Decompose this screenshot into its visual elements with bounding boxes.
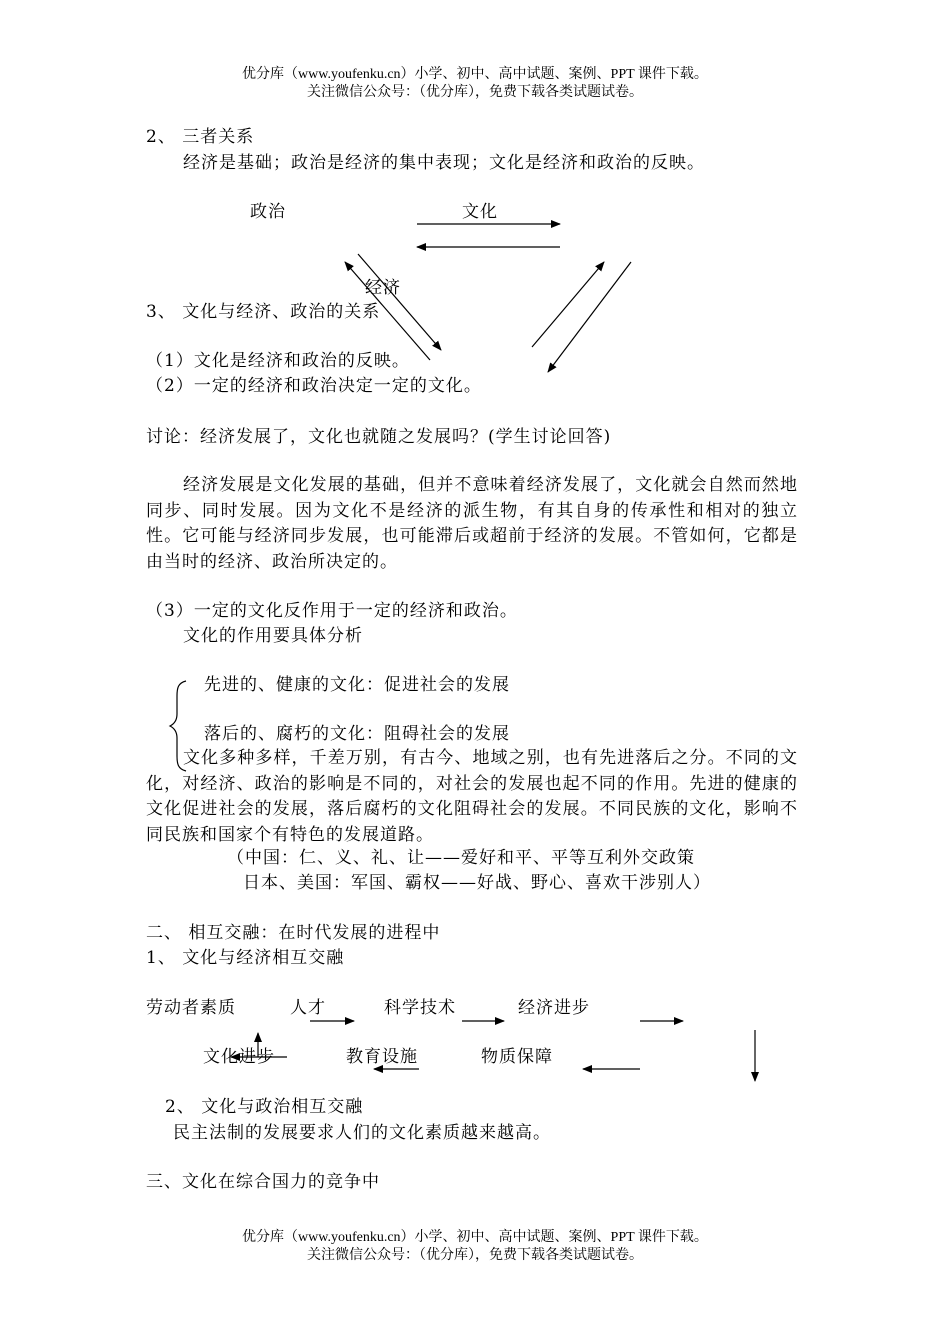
header-line-1: 优分库（www.youfenku.cn）小学、初中、高中试题、案例、PPT 课件下载。	[242, 67, 708, 82]
example-japan-usa: 日本、美国：军国、霸权——好战、野心、喜欢干涉别人）	[243, 873, 711, 893]
part-2-sub-2: 2、 文化与政治相互交融	[165, 1097, 364, 1117]
arrow-economy-to-culture	[532, 262, 604, 347]
footer-line-2: 关注微信公众号：（优分库），免费下载各类试题试卷。	[307, 1248, 643, 1263]
flow-material-guarantee: 物质保障	[481, 1047, 553, 1067]
section-3-point-3-sub: 文化的作用要具体分析	[183, 626, 363, 646]
section-3-point-2: （2）一定的经济和政治决定一定的文化。	[146, 376, 482, 396]
backward-culture: 落后的、腐朽的文化：阻碍社会的发展	[204, 724, 510, 744]
triangle-label-economy: 经济	[365, 278, 401, 298]
part-2-heading: 二、 相互交融：在时代发展的进程中	[146, 923, 441, 943]
flow-economic-progress: 经济进步	[518, 998, 590, 1018]
section-2-heading: 2、 三者关系	[146, 127, 255, 147]
flow-science-tech: 科学技术	[384, 998, 456, 1018]
flow-labor-quality: 劳动者素质	[146, 998, 236, 1018]
part-2-sub-1: 1、 文化与经济相互交融	[146, 948, 345, 968]
example-china: （中国：仁、义、礼、让——爱好和平、平等互利外交政策	[227, 848, 695, 868]
triangle-label-politics: 政治	[250, 202, 286, 222]
part-3-heading: 三、文化在综合国力的竞争中	[146, 1172, 380, 1192]
arrow-culture-to-economy	[548, 262, 631, 372]
header-line-2: 关注微信公众号：（优分库），免费下载各类试题试卷。	[307, 85, 643, 100]
part-2-sub-2-text: 民主法制的发展要求人们的文化素质越来越高。	[173, 1123, 551, 1143]
advanced-culture: 先进的、健康的文化：促进社会的发展	[204, 675, 510, 695]
discussion-answer: 经济发展是文化发展的基础，但并不意味着经济发展了，文化就会自然而然地同步、同时发展。因为文化不是经济的派生物，有其自身的传承性和相对的独立性。它可能与经济同步发展，也可能滞后或超前于经济的发展。不管如何，它都是由当时的经济、政治所决定的。	[146, 475, 798, 572]
section-3-heading: 3、 文化与经济、政治的关系	[146, 302, 381, 322]
section-3-point-1: （1）文化是经济和政治的反映。	[146, 351, 410, 371]
section-3-point-3: （3）一定的文化反作用于一定的经济和政治。	[146, 601, 518, 621]
footer-line-1: 优分库（www.youfenku.cn）小学、初中、高中试题、案例、PPT 课件下载。	[242, 1230, 708, 1245]
discussion-question: 讨论：经济发展了，文化也就随之发展吗？(学生讨论回答)	[146, 427, 612, 447]
diversity-paragraph: 文化多种多样，千差万别，有古今、地域之别，也有先进落后之分。不同的文化，对经济、政治的影响是不同的，对社会的发展也起不同的作用。先进的健康的文化促进社会的发展，落后腐朽的文化阻碍社会的发展。不同民族的文化，影响不同民族和国家个有特色的发展道路。	[146, 748, 798, 845]
flow-talent: 人才	[290, 998, 326, 1018]
section-2-text: 经济是基础；政治是经济的集中表现；文化是经济和政治的反映。	[183, 153, 705, 173]
flow-cultural-progress: 文化进步	[203, 1047, 275, 1067]
flow-education-facilities: 教育设施	[346, 1047, 418, 1067]
triangle-label-culture: 文化	[462, 202, 498, 222]
